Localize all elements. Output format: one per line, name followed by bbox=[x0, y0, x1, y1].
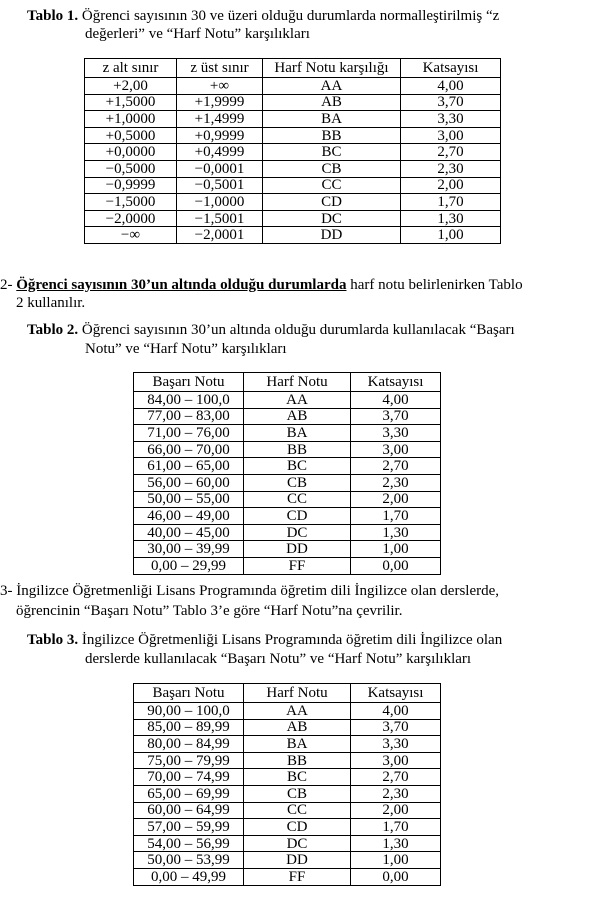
table-cell: +∞ bbox=[177, 78, 263, 95]
table-row bbox=[134, 524, 441, 541]
table1-header-cell: z alt sınır bbox=[85, 59, 177, 78]
table-cell: 3,00 bbox=[401, 127, 501, 144]
table2-caption bbox=[27, 321, 515, 339]
table-cell: 46,00 – 49,00 bbox=[134, 508, 244, 525]
para3 bbox=[0, 582, 499, 600]
table3-header-cell: Harf Notu bbox=[244, 684, 351, 703]
table-cell: BB bbox=[244, 441, 351, 458]
table3-caption-cont: derslerde kullanılacak “Başarı Notu” ve “Harf Notu” karşılıkları bbox=[85, 651, 472, 667]
table-cell: 1,70 bbox=[351, 508, 441, 525]
table-cell: 61,00 – 65,00 bbox=[134, 458, 244, 475]
table-cell: −1,5001 bbox=[177, 210, 263, 227]
table-cell: 3,30 bbox=[351, 736, 441, 753]
table-cell: AA bbox=[244, 703, 351, 720]
table-cell: CB bbox=[244, 474, 351, 491]
para2-emphasis: Öğrenci sayısının 30’un altında olduğu durumlarda bbox=[16, 277, 347, 293]
table-cell: CD bbox=[244, 819, 351, 836]
table-cell: 1,30 bbox=[351, 835, 441, 852]
table-row bbox=[134, 719, 441, 736]
table-cell: AA bbox=[263, 78, 401, 95]
table-cell: 1,30 bbox=[401, 210, 501, 227]
table-row bbox=[85, 78, 501, 95]
table-cell: CC bbox=[263, 177, 401, 194]
table-cell: +1,0000 bbox=[85, 111, 177, 128]
table-cell: BB bbox=[244, 752, 351, 769]
table-row bbox=[134, 802, 441, 819]
table-cell: BB bbox=[263, 127, 401, 144]
table-cell: 0,00 – 49,99 bbox=[134, 868, 244, 885]
table-cell: 65,00 – 69,99 bbox=[134, 785, 244, 802]
table-cell: +2,00 bbox=[85, 78, 177, 95]
table-row bbox=[85, 210, 501, 227]
table-cell: CD bbox=[244, 508, 351, 525]
table3 bbox=[133, 683, 441, 886]
table-cell: FF bbox=[244, 868, 351, 885]
table-cell: CB bbox=[263, 160, 401, 177]
table-cell: 80,00 – 84,99 bbox=[134, 736, 244, 753]
table-cell: BC bbox=[263, 144, 401, 161]
table-cell: 66,00 – 70,00 bbox=[134, 441, 244, 458]
table2 bbox=[133, 372, 441, 575]
table-cell: 4,00 bbox=[351, 392, 441, 409]
table-cell: DD bbox=[263, 227, 401, 244]
table-cell: CC bbox=[244, 802, 351, 819]
table-cell: 0,00 bbox=[351, 557, 441, 574]
table-cell: 2,00 bbox=[351, 491, 441, 508]
table1-header-cell: Katsayısı bbox=[401, 59, 501, 78]
para3-text: İngilizce Öğretmenliği Lisans Programında öğretim dili İngilizce olan derslerde, bbox=[16, 583, 500, 599]
table-row bbox=[85, 127, 501, 144]
table1-caption-label: Tablo 1. bbox=[27, 8, 79, 24]
table2-caption-cont: Notu” ve “Harf Notu” karşılıkları bbox=[85, 341, 287, 357]
table-cell: +1,5000 bbox=[85, 94, 177, 111]
table-row bbox=[134, 491, 441, 508]
table-cell: 1,70 bbox=[351, 819, 441, 836]
table-cell: AB bbox=[244, 719, 351, 736]
table-cell: DD bbox=[244, 541, 351, 558]
table-cell: 85,00 – 89,99 bbox=[134, 719, 244, 736]
table-cell: AB bbox=[263, 94, 401, 111]
table-cell: +0,5000 bbox=[85, 127, 177, 144]
table-row bbox=[134, 441, 441, 458]
table-row bbox=[134, 752, 441, 769]
table-cell: −∞ bbox=[85, 227, 177, 244]
table-cell: BA bbox=[244, 425, 351, 442]
table-cell: 3,00 bbox=[351, 752, 441, 769]
table-cell: 3,70 bbox=[351, 408, 441, 425]
table-cell: 3,30 bbox=[401, 111, 501, 128]
table-row bbox=[85, 194, 501, 211]
para3-number: 3- bbox=[0, 583, 13, 599]
table1 bbox=[84, 58, 501, 244]
table-row bbox=[85, 144, 501, 161]
table-row bbox=[134, 835, 441, 852]
table2-caption-line1: Öğrenci sayısının 30’un altında olduğu durumlarda kullanılacak “Başarı bbox=[78, 322, 515, 338]
table-cell: −0,9999 bbox=[85, 177, 177, 194]
table-cell: 2,70 bbox=[401, 144, 501, 161]
table-cell: 57,00 – 59,99 bbox=[134, 819, 244, 836]
table1-caption-cont: değerleri” ve “Harf Notu” karşılıkları bbox=[85, 26, 310, 42]
table3-caption bbox=[27, 631, 502, 649]
table3-caption-line1: İngilizce Öğretmenliği Lisans Programında öğretim dili İngilizce olan bbox=[78, 632, 503, 648]
para2-number: 2- bbox=[0, 277, 13, 293]
table-cell: 3,00 bbox=[351, 441, 441, 458]
table-cell: 50,00 – 55,00 bbox=[134, 491, 244, 508]
table2-header-row bbox=[134, 373, 441, 392]
table-cell: 56,00 – 60,00 bbox=[134, 474, 244, 491]
table-cell: 71,00 – 76,00 bbox=[134, 425, 244, 442]
para2-text: harf notu belirlenirken Tablo bbox=[346, 277, 523, 293]
table-row bbox=[134, 408, 441, 425]
table2-header-cell: Harf Notu bbox=[244, 373, 351, 392]
table-cell: 2,70 bbox=[351, 458, 441, 475]
table-cell: +0,4999 bbox=[177, 144, 263, 161]
table-cell: 0,00 bbox=[351, 868, 441, 885]
table3-header-cell: Başarı Notu bbox=[134, 684, 244, 703]
table-cell: 2,70 bbox=[351, 769, 441, 786]
table-cell: 3,70 bbox=[401, 94, 501, 111]
table-cell: 30,00 – 39,99 bbox=[134, 541, 244, 558]
table1-header-cell: z üst sınır bbox=[177, 59, 263, 78]
table2-caption-label: Tablo 2. bbox=[27, 322, 79, 338]
table-cell: 3,30 bbox=[351, 425, 441, 442]
table-cell: AA bbox=[244, 392, 351, 409]
table-cell: −0,5000 bbox=[85, 160, 177, 177]
table-cell: DD bbox=[244, 852, 351, 869]
table-row bbox=[134, 458, 441, 475]
table-cell: −1,0000 bbox=[177, 194, 263, 211]
table-row bbox=[134, 736, 441, 753]
table-cell: BC bbox=[244, 769, 351, 786]
table1-caption bbox=[27, 7, 499, 25]
table-cell: CB bbox=[244, 785, 351, 802]
table-row bbox=[85, 177, 501, 194]
table-cell: 54,00 – 56,99 bbox=[134, 835, 244, 852]
table-cell: 40,00 – 45,00 bbox=[134, 524, 244, 541]
table-cell: DC bbox=[263, 210, 401, 227]
table-row bbox=[134, 785, 441, 802]
table-cell: 2,00 bbox=[401, 177, 501, 194]
table-cell: DC bbox=[244, 524, 351, 541]
table1-header-cell: Harf Notu karşılığı bbox=[263, 59, 401, 78]
table-row bbox=[85, 94, 501, 111]
table-cell: +0,0000 bbox=[85, 144, 177, 161]
table-cell: BC bbox=[244, 458, 351, 475]
table-cell: 1,70 bbox=[401, 194, 501, 211]
table-cell: CC bbox=[244, 491, 351, 508]
table-cell: 4,00 bbox=[351, 703, 441, 720]
table-cell: 1,00 bbox=[351, 541, 441, 558]
para2-cont: 2 kullanılır. bbox=[16, 295, 86, 311]
table-row bbox=[85, 160, 501, 177]
table1-caption-line1: Öğrenci sayısının 30 ve üzeri olduğu durumlarda normalleştirilmiş “z bbox=[78, 8, 500, 24]
table3-header-cell: Katsayısı bbox=[351, 684, 441, 703]
table-cell: +0,9999 bbox=[177, 127, 263, 144]
table-cell: 1,00 bbox=[351, 852, 441, 869]
table-cell: 1,30 bbox=[351, 524, 441, 541]
table-cell: 90,00 – 100,0 bbox=[134, 703, 244, 720]
table-cell: 2,30 bbox=[351, 474, 441, 491]
table-row bbox=[134, 769, 441, 786]
table-row bbox=[134, 474, 441, 491]
table-row bbox=[134, 819, 441, 836]
table-cell: −2,0000 bbox=[85, 210, 177, 227]
table-cell: BA bbox=[263, 111, 401, 128]
table-cell: +1,4999 bbox=[177, 111, 263, 128]
para3-cont: öğrencinin “Başarı Notu” Tablo 3’e göre “Harf Notu”na çevrilir. bbox=[16, 603, 403, 619]
table2-header-cell: Katsayısı bbox=[351, 373, 441, 392]
table-row bbox=[134, 392, 441, 409]
table3-caption-label: Tablo 3. bbox=[27, 632, 79, 648]
table-cell: −1,5000 bbox=[85, 194, 177, 211]
table-row bbox=[134, 852, 441, 869]
table-cell: CD bbox=[263, 194, 401, 211]
table-cell: 2,30 bbox=[401, 160, 501, 177]
table-cell: −0,0001 bbox=[177, 160, 263, 177]
table-cell: 77,00 – 83,00 bbox=[134, 408, 244, 425]
table-cell: AB bbox=[244, 408, 351, 425]
table-row bbox=[134, 703, 441, 720]
table-cell: −0,5001 bbox=[177, 177, 263, 194]
table-cell: BA bbox=[244, 736, 351, 753]
table-cell: 84,00 – 100,0 bbox=[134, 392, 244, 409]
table-cell: +1,9999 bbox=[177, 94, 263, 111]
table-cell: 4,00 bbox=[401, 78, 501, 95]
table-cell: 75,00 – 79,99 bbox=[134, 752, 244, 769]
table-cell: 50,00 – 53,99 bbox=[134, 852, 244, 869]
table-cell: 0,00 – 29,99 bbox=[134, 557, 244, 574]
table-row bbox=[85, 227, 501, 244]
table-cell: 2,30 bbox=[351, 785, 441, 802]
table1-header-row bbox=[85, 59, 501, 78]
table-row bbox=[85, 111, 501, 128]
table-cell: DC bbox=[244, 835, 351, 852]
table3-header-row bbox=[134, 684, 441, 703]
table-cell: FF bbox=[244, 557, 351, 574]
table-row bbox=[134, 508, 441, 525]
table-cell: 1,00 bbox=[401, 227, 501, 244]
table-row bbox=[134, 557, 441, 574]
table-cell: 60,00 – 64,99 bbox=[134, 802, 244, 819]
table-row bbox=[134, 868, 441, 885]
table-row bbox=[134, 541, 441, 558]
table2-header-cell: Başarı Notu bbox=[134, 373, 244, 392]
table-cell: −2,0001 bbox=[177, 227, 263, 244]
table-row bbox=[134, 425, 441, 442]
table-cell: 3,70 bbox=[351, 719, 441, 736]
para2 bbox=[0, 276, 523, 294]
table-cell: 2,00 bbox=[351, 802, 441, 819]
table-cell: 70,00 – 74,99 bbox=[134, 769, 244, 786]
